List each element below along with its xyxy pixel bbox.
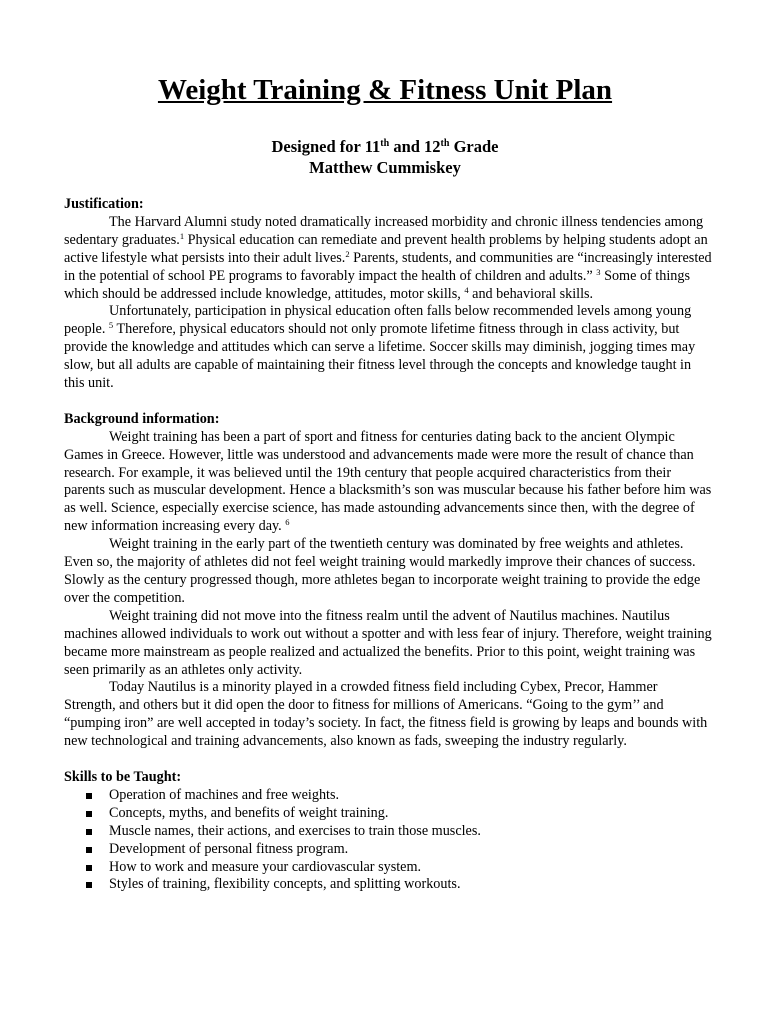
justification-paragraph-1: [64, 214, 712, 304]
text-run: Weight training has been a part of sport and fitness for centuries dating back to the ancient Olympic Games in Greece. However, little was understood and advancements made were more the result of chance than research. For example, it was believed until the 19th century that people acquired characteristics from their parents such as muscular development. Hence a blacksmith’s son was muscular because his father before him was as well. Science, especially exercise science, has made astounding advancements since then, with the degree of new information increasing every day.: [64, 428, 712, 535]
grade-text-prefix: Designed for 11: [271, 137, 381, 156]
square-bullet-icon: [86, 811, 92, 817]
text-run: The Harvard Alumni study noted dramatically increased morbidity and chronic illness tendencies among sedentary graduates.: [64, 213, 704, 248]
background-section: [64, 411, 712, 751]
grade-sup-1: th: [380, 138, 390, 149]
document-subtitle: [0, 136, 770, 178]
square-bullet-icon: [86, 865, 92, 871]
section-spacer: [64, 751, 712, 769]
text-run: Therefore, physical educators should not only promote lifetime fitness through in class activity, but provide the knowledge and attitudes which can serve a lifetime. Soccer skills may diminish, jogging times may slow, but all adults are capable of maintaining their fitness level through the concepts and knowledge taught in this unit.: [64, 321, 696, 392]
footnote-ref: 4: [464, 284, 469, 295]
list-item: [64, 787, 712, 805]
text-run: Some of things which should be addressed include knowledge, attitudes, motor skills,: [64, 267, 690, 302]
square-bullet-icon: [86, 847, 92, 853]
grade-text-suffix: Grade: [449, 137, 499, 156]
document-title: Weight Training & Fitness Unit Plan: [157, 74, 613, 106]
skill-text: Concepts, myths, and benefits of weight training.: [109, 804, 389, 821]
background-paragraph-2: Weight training in the early part of the twentieth century was dominated by free weights and athletes. Even so, the majority of athletes did not feel weight training would markedly improve their chances of success. Slowly as the century progressed though, more athletes began to incorporate weight training to provide the edge over the competition.: [64, 536, 701, 606]
skill-text: Muscle names, their actions, and exercises to train those muscles.: [109, 822, 481, 839]
footnote-ref: 2: [345, 248, 350, 259]
justification-paragraph-2: [64, 303, 712, 393]
justification-section: [64, 196, 712, 393]
list-item: [64, 823, 712, 841]
document-body: [64, 196, 712, 894]
background-heading: Background information:: [64, 410, 220, 427]
skills-heading: Skills to be Taught:: [64, 768, 182, 785]
grade-sup-2: th: [440, 138, 450, 149]
text-run: Unfortunately, participation in physical education often falls below recommended levels among young people.: [64, 303, 692, 338]
square-bullet-icon: [86, 829, 92, 835]
author-name: Matthew Cummiskey: [309, 158, 461, 177]
square-bullet-icon: [86, 882, 92, 888]
text-run: Physical education can remediate and prevent health problems by helping students adopt an active lifestyle what persists into their adult lives.: [64, 231, 708, 266]
skills-list: [64, 787, 712, 894]
list-item: [64, 859, 712, 877]
skill-text: Styles of training, flexibility concepts, and splitting workouts.: [109, 876, 461, 893]
list-item: [64, 841, 712, 859]
square-bullet-icon: [86, 793, 92, 799]
text-run: and behavioral skills.: [468, 285, 594, 302]
footnote-ref: 5: [108, 320, 114, 331]
footnote-ref: 1: [179, 230, 185, 241]
list-item: [64, 876, 712, 894]
skill-text: Development of personal fitness program.: [109, 840, 349, 857]
text-run: Parents, students, and communities are “increasingly interested in the potential of school PE programs to favorably impact the health of children and adults.”: [64, 249, 712, 284]
background-paragraph-4: Today Nautilus is a minority played in a crowded fitness field including Cybex, Precor, Hammer Strength, and others but it did open the door to fitness for millions of Americans. “Going to the gym’’ and “pumping iron” are well accepted in today’s society. In fact, the fitness field is growing by leaps and bounds with new technological and training advancements, also known as fads, sweeping the industry regularly.: [64, 679, 708, 750]
footnote-ref: 6: [285, 517, 290, 528]
grade-line: [0, 136, 770, 157]
skill-text: How to work and measure your cardiovascular system.: [109, 858, 422, 875]
footnote-ref: 3: [596, 266, 601, 277]
skills-section: [64, 769, 712, 894]
list-item: [64, 805, 712, 823]
grade-text-mid: and 12: [389, 137, 441, 156]
skill-text: Operation of machines and free weights.: [109, 786, 340, 803]
background-paragraph-1: [64, 429, 712, 536]
background-paragraph-3: Weight training did not move into the fitness realm until the advent of Nautilus machines. Nautilus machines allowed individuals to work out without a spotter and with less fear of injury. Therefore, weight training became more mainstream as people realized and actualized the benefits. Prior to this point, weight training was seen primarily as an athletes only activity.: [64, 607, 712, 678]
justification-heading: Justification:: [64, 196, 144, 212]
section-spacer: [64, 393, 712, 411]
